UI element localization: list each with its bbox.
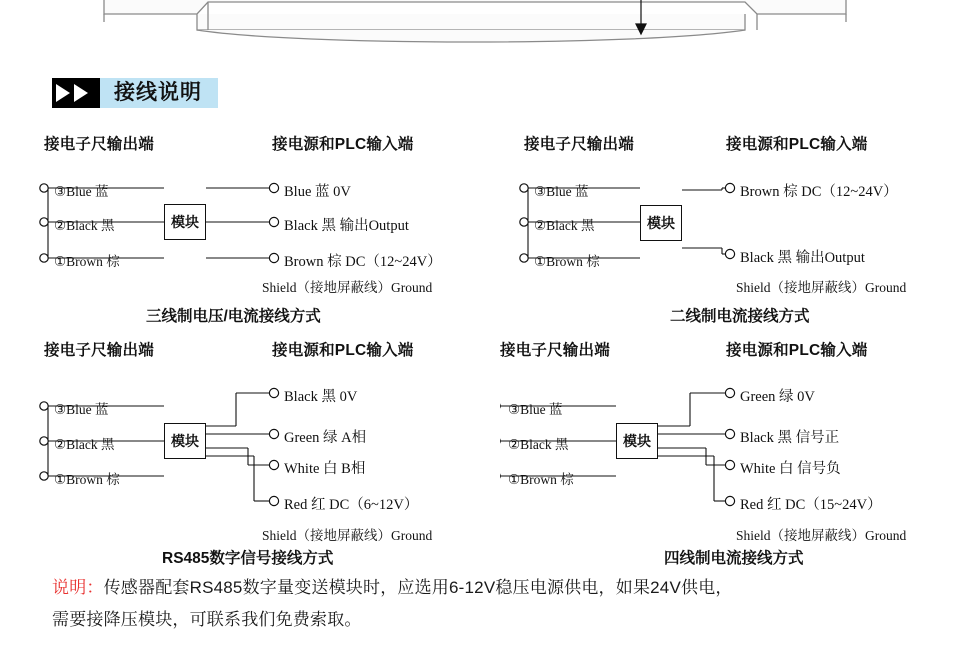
pin-label: ②Black 黑: [534, 218, 595, 233]
wiring-diagram-two-wire-current: [500, 132, 960, 332]
shield-label: Shield（接地屏蔽线）Ground: [262, 280, 433, 295]
output-label: White 白 B相: [284, 461, 366, 477]
shield-label: Shield（接地屏蔽线）Ground: [262, 528, 433, 543]
column-head-right: 接电源和PLC输入端: [726, 342, 868, 359]
note-line-1: 传感器配套RS485数字量变送模块时，应选用6-12V稳压电源供电，如果24V供电，: [103, 578, 733, 597]
column-head-right: 接电源和PLC输入端: [272, 136, 414, 153]
pin-label: ②Black 黑: [54, 437, 115, 452]
module-box: 模块: [640, 205, 682, 241]
diagram-caption: 四线制电流接线方式: [664, 550, 804, 567]
wiring-diagram-rs485-digital: [30, 338, 500, 568]
diagram-caption: 三线制电压/电流接线方式: [146, 308, 321, 325]
note-line-2: 需要接降压模块，可联系我们免费索取。: [52, 610, 362, 629]
pin-label: ①Brown 棕: [54, 472, 120, 487]
pin-label: ①Brown 棕: [54, 254, 120, 269]
output-label: Blue 蓝 0V: [284, 184, 351, 200]
output-label: White 白 信号负: [740, 461, 841, 477]
output-label: Brown 棕 DC（12~24V）: [284, 254, 442, 270]
pin-label: ①Brown 棕: [508, 472, 574, 487]
column-head-left: 接电子尺输出端: [44, 136, 154, 153]
pin-label: ③Blue 蓝: [54, 402, 109, 417]
pin-label: ③Blue 蓝: [54, 184, 109, 199]
module-box: 模块: [164, 423, 206, 459]
pin-label: ②Black 黑: [54, 218, 115, 233]
diagram-caption: RS485数字信号接线方式: [162, 550, 334, 567]
section-header: [52, 78, 218, 108]
shield-label: Shield（接地屏蔽线）Ground: [736, 528, 907, 543]
output-label: Red 红 DC（15~24V）: [740, 497, 882, 513]
note-keyword: 说明：: [52, 578, 104, 597]
wiring-diagram-three-wire-voltage-current: [30, 132, 500, 332]
output-label: Red 红 DC（6~12V）: [284, 497, 419, 513]
pin-label: ①Brown 棕: [534, 254, 600, 269]
column-head-right: 接电源和PLC输入端: [272, 342, 414, 359]
column-head-left: 接电子尺输出端: [44, 342, 154, 359]
pin-label: ③Blue 蓝: [508, 402, 563, 417]
double-chevron-right-icon: [52, 78, 100, 108]
output-label: Black 黑 输出Output: [284, 218, 409, 234]
module-box: 模块: [164, 204, 206, 240]
output-label: Black 黑 信号正: [740, 430, 840, 446]
column-head-left: 接电子尺输出端: [500, 342, 610, 359]
column-head-right: 接电源和PLC输入端: [726, 136, 868, 153]
wiring-diagram-four-wire-current: [500, 338, 960, 568]
column-head-left: 接电子尺输出端: [524, 136, 634, 153]
pin-label: ③Blue 蓝: [534, 184, 589, 199]
shield-label: Shield（接地屏蔽线）Ground: [736, 280, 907, 295]
output-label: Black 黑 输出Output: [740, 250, 865, 266]
output-label: Brown 棕 DC（12~24V）: [740, 184, 898, 200]
section-title: 接线说明: [100, 78, 218, 108]
output-label: Black 黑 0V: [284, 389, 358, 405]
product-drawing-fragment: [0, 0, 960, 60]
note-text: [52, 572, 932, 636]
pin-label: ②Black 黑: [508, 437, 569, 452]
module-box: 模块: [616, 423, 658, 459]
product-outline-svg: [0, 0, 960, 60]
diagram-caption: 二线制电流接线方式: [670, 308, 810, 325]
output-label: Green 绿 0V: [740, 389, 815, 405]
output-label: Green 绿 A相: [284, 430, 367, 446]
